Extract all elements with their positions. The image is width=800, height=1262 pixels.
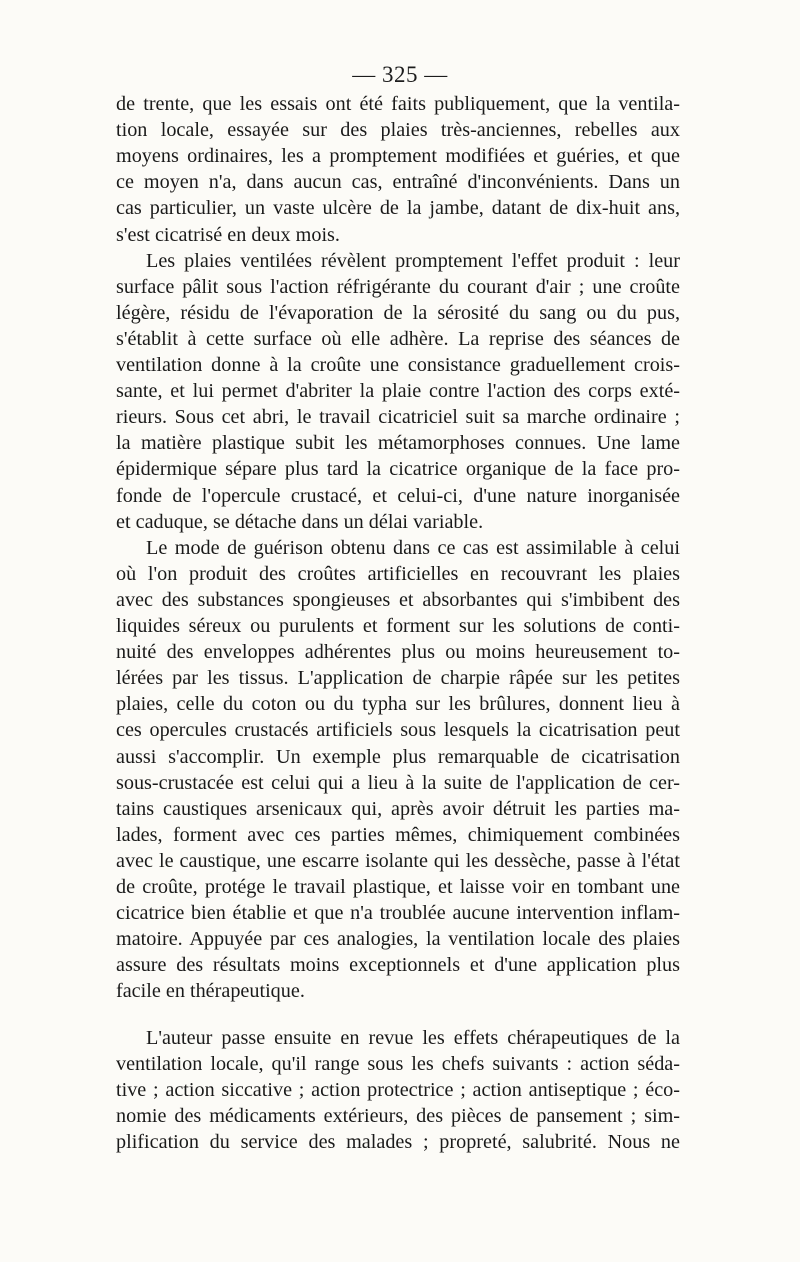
- text-line: ventilation donne à la croûte une consistance graduellement crois-: [116, 354, 680, 376]
- text-line: avec le caustique, une escarre isolante qui les dessèche, passe à l'état: [116, 850, 680, 872]
- text-line: L'auteur passe ensuite en revue les effets chérapeutiques de la: [146, 1027, 680, 1049]
- text-line: Le mode de guérison obtenu dans ce cas est assimilable à celui: [146, 537, 680, 559]
- text-line: s'est cicatrisé en deux mois.: [116, 224, 340, 246]
- text-line: cas particulier, un vaste ulcère de la jambe, datant de dix-huit ans,: [116, 197, 680, 219]
- text-line: rieurs. Sous cet abri, le travail cicatriciel suit sa marche ordinaire ;: [116, 406, 680, 428]
- text-line: et caduque, se détache dans un délai variable.: [116, 511, 484, 533]
- text-line: assure des résultats moins exceptionnels et d'une application plus: [116, 954, 680, 976]
- text-line: plification du service des malades ; propreté, salubrité. Nous ne: [116, 1131, 680, 1153]
- text-line: la matière plastique subit les métamorphoses connues. Une lame: [116, 432, 680, 454]
- text-line: nomie des médicaments extérieurs, des pièces de pansement ; sim-: [116, 1105, 680, 1127]
- text-line: tion locale, essayée sur des plaies très-anciennes, rebelles aux: [116, 119, 680, 141]
- text-line: matoire. Appuyée par ces analogies, la ventilation locale des plaies: [116, 928, 680, 950]
- text-line: de trente, que les essais ont été faits publiquement, que la ventila-: [116, 93, 680, 115]
- text-line: avec des substances spongieuses et absorbantes qui s'imbibent des: [116, 589, 680, 611]
- text-line: s'établit à cette surface où elle adhère. La reprise des séances de: [116, 328, 680, 350]
- text-line: légère, résidu de l'évaporation de la sérosité du sang ou du pus,: [116, 302, 680, 324]
- text-line: sous-crustacée est celui qui a lieu à la suite de l'application de cer-: [116, 772, 680, 794]
- text-line: tains caustiques arsenicaux qui, après avoir détruit les parties ma-: [116, 798, 680, 820]
- text-line: de croûte, protége le travail plastique, et laisse voir en tombant une: [116, 876, 680, 898]
- text-line: lades, forment avec ces parties mêmes, chimiquement combinées: [116, 824, 680, 846]
- text-line: ce moyen n'a, dans aucun cas, entraîné d'inconvénients. Dans un: [116, 171, 680, 193]
- text-line: tive ; action siccative ; action protectrice ; action antiseptique ; éco-: [116, 1079, 680, 1101]
- text-line: fonde de l'opercule crustacé, et celui-ci, d'une nature inorganisée: [116, 485, 680, 507]
- text-line: épidermique sépare plus tard la cicatrice organique de la face pro-: [116, 458, 680, 480]
- text-line: liquides séreux ou purulents et forment sur les solutions de conti-: [116, 615, 680, 637]
- text-line: plaies, celle du coton ou du typha sur les brûlures, donnent lieu à: [116, 693, 680, 715]
- text-line: moyens ordinaires, les a promptement modifiées et guéries, et que: [116, 145, 680, 167]
- text-line: où l'on produit des croûtes artificielles en recouvrant les plaies: [116, 563, 680, 585]
- text-line: sante, et lui permet d'abriter la plaie contre l'action des corps exté-: [116, 380, 680, 402]
- text-line: lérées par les tissus. L'application de charpie râpée sur les petites: [116, 667, 680, 689]
- text-line: surface pâlit sous l'action réfrigérante du courant d'air ; une croûte: [116, 276, 680, 298]
- text-line: facile en thérapeutique.: [116, 980, 305, 1002]
- text-line: cicatrice bien établie et que n'a troublée aucune intervention inflam-: [116, 902, 680, 924]
- text-line: Les plaies ventilées révèlent promptement l'effet produit : leur: [146, 250, 680, 272]
- text-line: aussi s'accomplir. Un exemple plus remarquable de cicatrisation: [116, 746, 680, 768]
- text-line: ces opercules crustacés artificiels sous lesquels la cicatrisation peut: [116, 719, 680, 741]
- text-line: ventilation locale, qu'il range sous les chefs suivants : action séda-: [116, 1053, 680, 1075]
- page-number: — 325 —: [352, 62, 448, 87]
- text-line: nuité des enveloppes adhérentes plus ou moins heureusement to-: [116, 641, 680, 663]
